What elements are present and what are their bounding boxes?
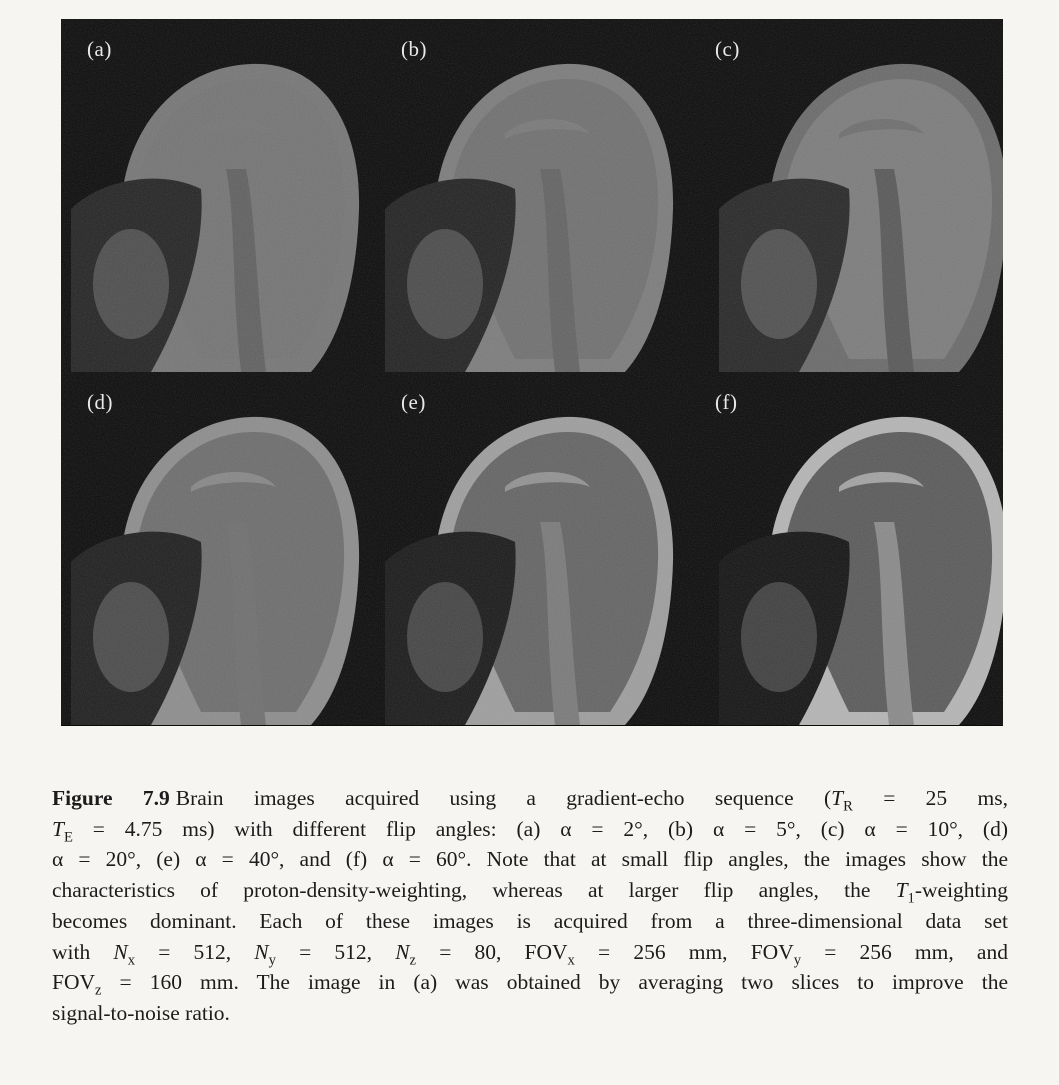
figure-caption xyxy=(52,783,1008,1029)
caption-text: = 4.75 ms) with different flip angles: (a) α = 2°, (b) α = 5°, (c) α = 10°, (d) xyxy=(72,816,1008,841)
panel-b xyxy=(375,19,689,372)
image-noise xyxy=(375,372,689,725)
figure-number: Figure 7.9 xyxy=(52,786,170,810)
panel-label: (c) xyxy=(715,37,740,61)
subscript: R xyxy=(843,798,853,815)
subscript: x xyxy=(127,951,136,968)
panel-e xyxy=(375,372,689,725)
symbol: T xyxy=(895,878,908,903)
mri-sagittal-scan xyxy=(689,372,1003,725)
panel-label: (e) xyxy=(401,390,426,414)
subscript: y xyxy=(268,951,276,968)
subscript: x xyxy=(567,951,575,968)
caption-line: becomes dominant. Each of these images is acquired from a three-dimensional data set xyxy=(52,908,1008,933)
symbol: N xyxy=(395,939,410,964)
mri-sagittal-scan xyxy=(375,19,689,372)
caption-text: characteristics of proton-density-weighting, whereas at larger flip angles, the xyxy=(52,878,896,903)
subscript: y xyxy=(793,951,802,968)
image-noise xyxy=(61,372,375,725)
caption-text: FOV xyxy=(750,939,794,964)
caption-line: signal-to-noise ratio. xyxy=(52,1000,230,1025)
subscript: E xyxy=(63,829,73,845)
panel-f xyxy=(689,372,1003,725)
panel-label: (a) xyxy=(87,37,112,61)
caption-text: with xyxy=(52,939,114,964)
caption-text: = 25 ms, xyxy=(852,786,1008,810)
caption-text: = 512, xyxy=(135,939,255,964)
image-noise xyxy=(689,19,1003,372)
caption-line xyxy=(52,967,1008,998)
panel-c xyxy=(689,19,1003,372)
mri-sagittal-scan xyxy=(61,19,375,372)
caption-text: Brain images acquired using a gradient-echo sequence ( xyxy=(175,786,832,810)
panel-label: (d) xyxy=(87,390,113,414)
caption-line: α = 20°, (e) α = 40°, and (f) α = 60°. Note that at small flip angles, the images show the xyxy=(52,847,1008,872)
symbol: N xyxy=(254,939,269,964)
subscript: z xyxy=(95,982,102,999)
caption-text: = 256 mm, and xyxy=(801,939,1008,964)
panel-d xyxy=(61,372,375,725)
caption-text: = 160 mm. The image in (a) was obtained by averaging two slices to improve the xyxy=(101,970,1008,995)
caption-text: = 80, xyxy=(416,939,525,964)
panel-label: (f) xyxy=(715,390,738,414)
image-noise xyxy=(689,372,1003,725)
mri-sagittal-scan xyxy=(61,372,375,725)
image-noise xyxy=(61,19,375,372)
caption-text: FOV xyxy=(52,970,96,995)
mri-sagittal-scan xyxy=(375,372,689,725)
panel-label: (b) xyxy=(401,37,427,61)
caption-text: FOV xyxy=(524,939,568,964)
caption-line xyxy=(52,875,1008,906)
mri-sagittal-scan xyxy=(689,19,1003,372)
symbol: N xyxy=(113,939,128,964)
caption-line xyxy=(52,937,1008,968)
subscript: z xyxy=(409,951,417,968)
caption-line xyxy=(52,783,1008,814)
figure-image-grid xyxy=(61,19,1003,726)
symbol: T xyxy=(831,786,844,810)
symbol: T xyxy=(52,816,64,841)
caption-line xyxy=(52,814,1008,845)
subscript: 1 xyxy=(907,890,915,907)
caption-text: = 512, xyxy=(275,939,396,964)
caption-text: -weighting xyxy=(914,878,1008,903)
caption-text: = 256 mm, xyxy=(574,939,751,964)
image-noise xyxy=(375,19,689,372)
panel-a xyxy=(61,19,375,372)
